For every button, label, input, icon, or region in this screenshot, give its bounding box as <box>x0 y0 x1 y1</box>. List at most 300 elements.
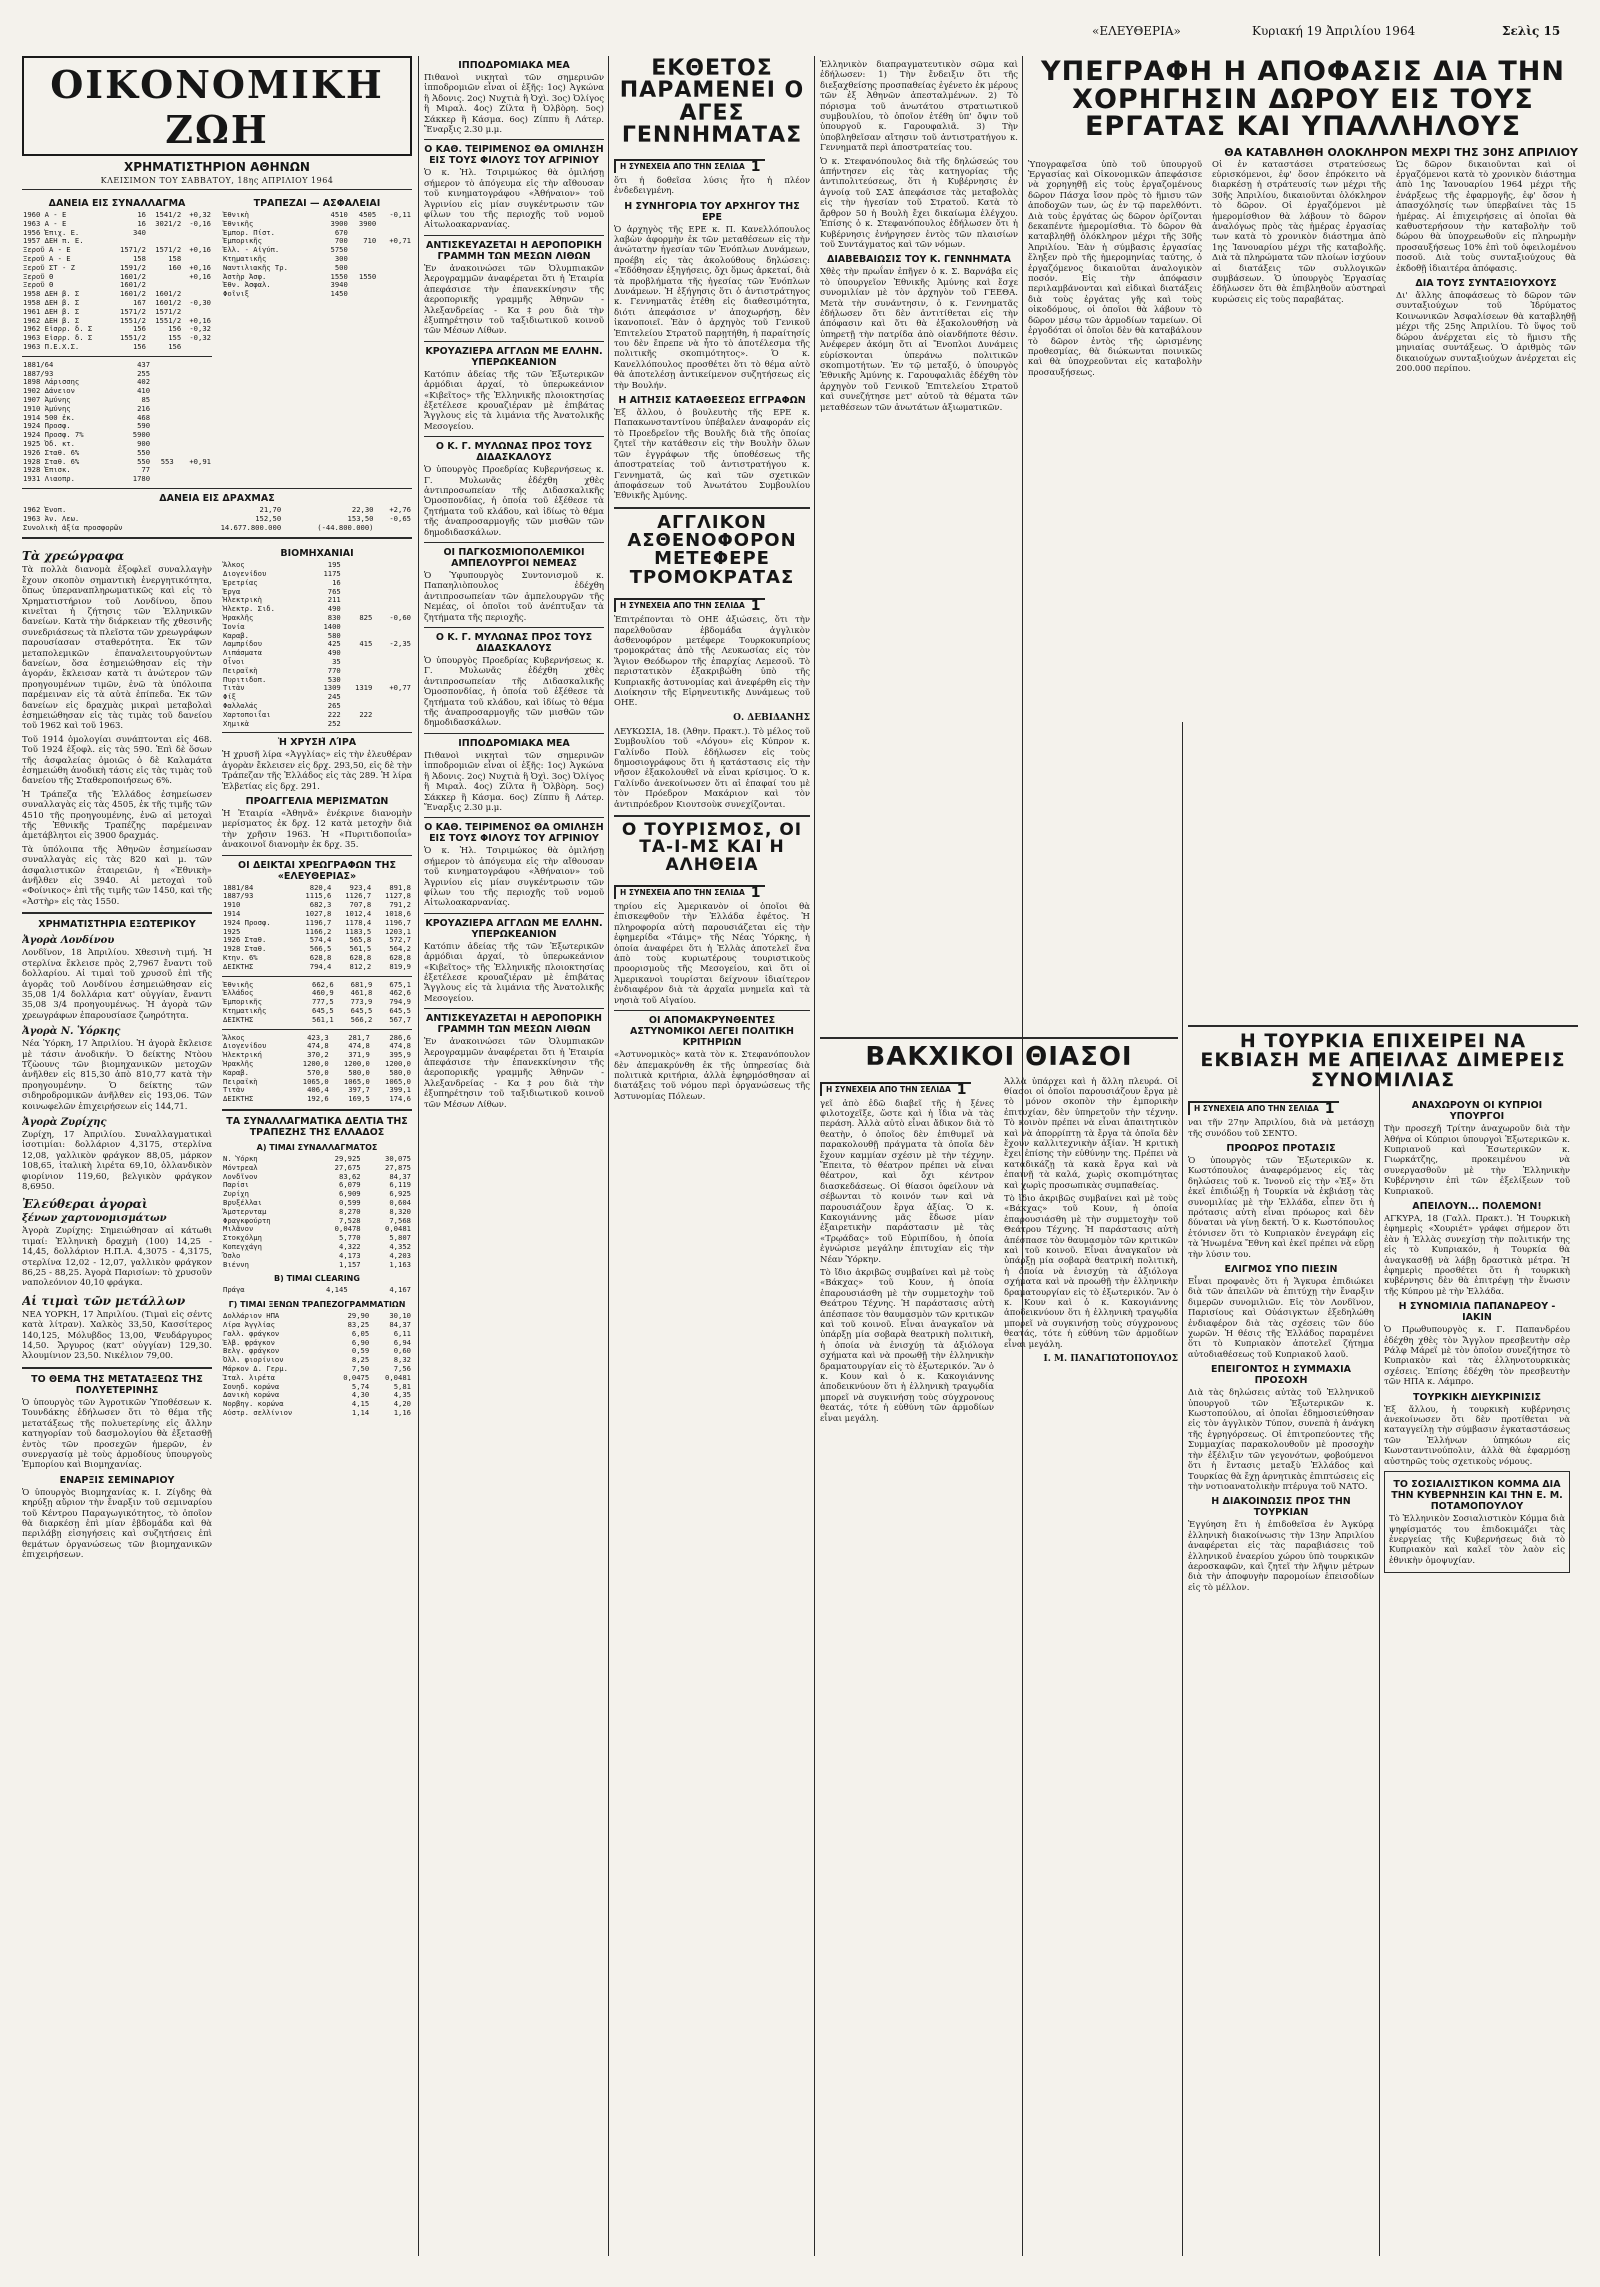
london-market-text: Λονδῖνον, 18 Ἀπριλίου. Χθεσινὴ τιμή. Ἡ στερλίνα ἔκλεισε πρὸς 2,7967 ἔναντι τοῦ δολλαρίου. Αἱ τιμαὶ τοῦ χρυσοῦ ἐπὶ τῆς ἀγορᾶς τοῦ Λονδίνου ἐσημειώθησαν εἰς 35,08 1/4 δολλάρια κατ' οὐγγίαν, ἔναντι 35,08 3/4 προηγουμένως. Ἡ ἀγορὰ τῶν χρεωγράφων ἐπαρουσίασε ζωηρότητα. <box>22 948 212 1021</box>
fx-cell: 0,0481 <box>385 1224 411 1234</box>
fx-cell: 5,770 <box>339 1233 361 1243</box>
industry-cell: Λιπάσματα <box>223 648 262 658</box>
banknote-cell: Γαλλ. φράγκον <box>223 1328 280 1338</box>
industry-cell <box>342 596 374 605</box>
loan-cell: 1931 Λιαοπρ. <box>23 474 75 484</box>
drachma-loan-cell: 1962 Ἐνοπ. <box>23 504 67 514</box>
industry-cell <box>373 570 412 579</box>
loan-cell <box>182 229 212 238</box>
industry-cell: 490 <box>327 604 341 614</box>
tsirimokos-text-repeat: Ὁ κ. Ἡλ. Τσιριμώκος θὰ ὁμιλήσῃ σήμερον τὸ ἀπόγευμα εἰς τὴν αἴθουσαν τοῦ κινηματογράφου «Ἀθήναιον» τοῦ Ἀγρινίου εἰς μίαν συγκέντρωσιν τῶν φίλων του τῆς περιοχῆς τοῦ νομοῦ Αἰτωλοακαρνανίας. <box>424 846 604 909</box>
loan-cell: 468 <box>137 412 151 422</box>
bacchic-headline: ΒΑΚΧΙΚΟΙ ΘΙΑΣΟΙ <box>865 1042 1133 1072</box>
index-cell: 1200,0 <box>385 1059 411 1069</box>
fx-cell: 4,322 <box>339 1241 361 1251</box>
index-cell: 645,5 <box>312 1006 334 1016</box>
industry-cell: 830 <box>327 613 341 623</box>
ny-market-heading: Ἀγορὰ Ν. Ὑόρκης <box>22 1026 121 1038</box>
tourism-headline: Ο ΤΟΥΡΙΣΜΟΣ, ΟΙ ΤΑ-Ι-ΜΣ ΚΑΙ Η ΑΛΗΘΕΙΑ <box>621 820 803 875</box>
column-rule <box>608 56 609 2256</box>
index-cell: 682,3 <box>309 900 332 910</box>
clearing-cell: 4,167 <box>389 1285 411 1295</box>
industry-cell: 825 <box>359 613 373 623</box>
industry-table <box>222 561 412 728</box>
dividends-text: Ἡ Ἑταιρία «Ἀθηνᾶ» ἐνέκρινε διανομὴν μερίσματος ἐκ δρχ. 12 κατὰ μετοχὴν διὰ τὴν χρῆσιν 1963. Ἡ «Πυριτιδοποιΐα» ἀνακοινοῖ διανομὴν ἐκ δρχ. 35. <box>222 809 412 851</box>
bank-cell: Ἐθν. Ἀσφαλ. <box>223 280 271 290</box>
air-route-title: ΑΝΤΙΣΚΕΥΑΖΕΤΑΙ Η ΑΕΡΟΠΟΡΙΚΗ ΓΡΑΜΜΗ ΤΩΝ ΜΕΣΩΝ ΛΙΘΩΝ <box>426 239 602 262</box>
foreign-exchanges-title: ΧΡΗΜΑΤΙΣΤΗΡΙΑ ΕΞΩΤΕΡΙΚΟΥ <box>38 919 196 931</box>
loan-cell: 410 <box>137 386 151 396</box>
banknote-cell: 84,37 <box>389 1319 411 1329</box>
banks-table <box>222 211 412 299</box>
drachma-loan-cell: Συνολικὴ ἀξία προσφορῶν <box>23 522 123 532</box>
index-cell: 1925 <box>223 926 241 936</box>
industry-cell <box>373 561 412 570</box>
clearing-subtitle: Β) ΤΙΜΑΙ CLEARING <box>274 1274 360 1284</box>
loan-cell: 77 <box>141 465 151 475</box>
loan-cell <box>175 378 212 387</box>
table-row <box>222 963 412 972</box>
industry-cell <box>373 693 412 702</box>
fx-cell: 4,352 <box>389 1241 411 1251</box>
bank-cell: 4510 <box>330 210 348 219</box>
loan-cell <box>151 422 175 431</box>
gold-sovereign-text: Ἡ χρυσῆ λίρα «Ἀγγλίας» εἰς τὴν ἐλευθέραν ἀγορὰν ἔκλεισεν εἰς δρχ. 293,50, εἰς δὲ τὴν Τράπεζαν τῆς Ἑλλάδος εἰς τὰς 289. Ἡ λίρα Ἑλβετίας εἰς δρχ. 291. <box>222 750 412 792</box>
drachma-loan-cell: -0,65 <box>389 513 411 523</box>
loan-cell: 1958 ΔΕΗ β. Σ <box>23 289 80 299</box>
banknote-cell: 7,50 <box>351 1363 370 1373</box>
loan-cell: Ξεροῦ Θ <box>23 280 54 290</box>
fx-cell: Ζυρίχη <box>223 1189 249 1199</box>
fx-cell: Μόντρεαλ <box>223 1162 258 1172</box>
bonus-text-2: Οἱ ἐν καταστάσει στρατεύσεως εὑρισκόμενοι, ἐφ' ὅσον ἐπρόκειτο νὰ διαρκέσῃ ἡ στράτευσίς των μέχρι τῆς 30ῆς Ἀπριλίου, δικαιοῦνται ὁλόκληρον τὸ δῶρον. Οἱ ἐργαζόμενοι μὲ ἡμερομίσθιον θὰ λάβουν τὸ δῶρον ἀναλόγως πρὸς τὰς ἡμέρας ἐργασίας των κατὰ τὸ χρονικὸν διάστημα ἀπὸ 1ης Ἰανουαρίου μέχρι τῆς καταβολῆς. Διὰ τὰ πληρώματα τῶν πλοίων ἰσχύουν αἱ διατάξεις τῶν συλλογικῶν συμβάσεων. Ὁ ὑπουργὸς Ἐργασίας ἐδήλωσεν ὅτι θὰ ἐπιβληθοῦν αὐστηραὶ κυρώσεις εἰς τοὺς παραβάτας. <box>1212 159 1386 305</box>
loan-cell: 156 <box>132 324 146 334</box>
bank-cell: 1550 <box>358 271 377 281</box>
loan-cell: Ξεροῦ Α - Ε <box>23 245 71 255</box>
loan-cell: 1963 Εἰσρρ. δ. Σ <box>23 333 93 343</box>
industry-cell: Χαρτοποιΐαι <box>223 709 271 719</box>
loan-cell: 1571/2 <box>155 245 182 255</box>
drachma-loan-cell: +2,76 <box>389 504 411 514</box>
banknote-cell: 1,16 <box>393 1407 411 1417</box>
index-cell: 286,6 <box>389 1032 411 1042</box>
loan-cell <box>175 414 212 423</box>
fx-bulletin-title: ΤΑ ΣΥΝΑΛΛΑΓΜΑΤΙΚΑ ΔΕΛΤΙΑ ΤΗΣ ΤΡΑΠΕΖΗΣ ΤΗΣ ΕΛΛΑΔΟΣ <box>226 1116 408 1139</box>
index-cell: Τιτὰν <box>223 1085 245 1095</box>
index-cell: 1178,4 <box>345 917 372 927</box>
drachma-loan-cell: 22,30 <box>351 504 374 514</box>
tsirimokos-title-repeat: Ο ΚΑΘ. ΤΕΙΡΙΜΕΝΟΣ ΘΑ ΟΜΙΛΗΣΗ ΕΙΣ ΤΟΥΣ ΦΙΛΟΥΣ ΤΟΥ ΑΓΡΙΝΙΟΥ <box>424 822 604 845</box>
index-cell: Ἄλκος <box>223 1032 245 1042</box>
index-cell: 628,8 <box>349 953 372 963</box>
index-cell: ΔΕΙΚΤΗΣ <box>223 1014 254 1024</box>
banknote-cell: 4,35 <box>393 1390 411 1400</box>
seminar-text: Ὁ ὑπουργὸς Βιομηχανίας κ. Ι. Ζίγδης θὰ κηρύξῃ αὔριον τὴν ἔναρξιν τοῦ σεμιναρίου τοῦ Κέντρου Παραγωγικότητος, τὸ ὁποῖον θὰ διαρκέσῃ ἐπὶ μίαν ἑβδομάδα καὶ θὰ περιλάβῃ εἰσηγήσεις καὶ συζητήσεις ἐπὶ θεμάτων ὀργανώσεως τῶν βιομηχανικῶν ἐπιχειρήσεων. <box>22 1487 212 1561</box>
column-rule <box>814 56 815 2256</box>
bonus-text-3: Ὡς δῶρον δικαιοῦνται καὶ οἱ ἐργαζόμενοι κατὰ τὸ χρονικὸν διάστημα ἀπὸ 1ης Ἰανουαρίου 1964 μέχρι τῆς ἐνάρξεως τῆς ἐφαρμογῆς, ἐφ' ὅσον ἡ ἀπασχόλησίς των ὑπερβαίνει τὰς 15 ἡμέρας. Αἱ ἐπιχειρήσεις αἱ ὁποῖαι θὰ καθυστερήσουν τὴν καταβολὴν τοῦ δώρου θὰ ὑποχρεωθοῦν εἰς πληρωμὴν προσαυξήσεως 10% ἐπὶ τοῦ ὀφειλομένου ποσοῦ. Διὰ τοὺς συνταξιούχους θὰ ἐκδοθῇ ἰδιαιτέρα ἀπόφασις. <box>1396 159 1576 274</box>
index-cell: 819,9 <box>389 961 411 971</box>
cypriot-ministers-subhead: ΑΝΑΧΩΡΟΥΝ ΟΙ ΚΥΠΡΙΟΙ ΥΠΟΥΡΓΟΙ <box>1411 1100 1543 1123</box>
industry-cell: 425 <box>327 639 341 649</box>
fx-cell: Ἄμστερνταμ <box>223 1206 267 1216</box>
ambulance-text: Ἐπιτρέπονται τὸ ΟΗΕ ἀξιώσεις, ὅτι τὴν παρελθοῦσαν ἑβδομάδα ἀγγλικὸν ἀσθενοφόρον μετέφερε Τουρκοκυπρίους τρομοκράτας ἀπὸ τῆς Λευκωσίας εἰς τὸν Ἅγιον Θεόδωρον τῆς ἐπαρχίας Λεμεσοῦ. Τὸ περιστατικὸν ἐξακριβώθη ὑπὸ τῆς Κυπριακῆς ἀστυνομίας καὶ ἀνεφέρθη εἰς τὴν Διοίκησιν τῆς Εἰρηνευτικῆς Δυνάμεως τοῦ ΟΗΕ. <box>614 615 810 709</box>
loan-cell: 1961 ΔΕΗ β. Σ <box>23 306 80 316</box>
bond-index-table <box>222 884 412 972</box>
bank-cell: +0,71 <box>389 236 411 246</box>
drachma-loan-cell: 21,70 <box>259 504 282 514</box>
table-row <box>222 281 412 290</box>
index-cell: 1914 <box>223 909 241 919</box>
loan-cell <box>151 475 175 484</box>
bank-cell: 3900 <box>330 218 348 228</box>
banknote-cell: 0,60 <box>393 1346 411 1356</box>
fx-cell: Κοπεγχάγη <box>223 1241 262 1251</box>
pensioners-subhead: ΔΙΑ ΤΟΥΣ ΣΥΝΤΑΞΙΟΥΧΟΥΣ <box>1415 278 1557 290</box>
loan-cell <box>175 405 212 414</box>
industry-cell <box>373 649 412 658</box>
bank-cell <box>377 264 412 273</box>
index-cell: Κτηματικῆς <box>223 1006 267 1016</box>
bonds-heading: Τὰ χρεώγραφα <box>22 549 125 564</box>
loan-cell: 1926 Σταθ. 6% <box>23 447 80 457</box>
bank-cell <box>377 290 412 299</box>
continuation-marker: Η ΣΥΝΕΧΕΙΑ ΑΠΟ ΤΗΝ ΣΕΛΙΔΑ 1 <box>820 1082 971 1096</box>
index-cell: 1012,4 <box>345 909 372 919</box>
index-cell: 777,5 <box>312 997 334 1007</box>
fx-rates-table <box>222 1155 412 1269</box>
bank-cell: 1550 <box>330 271 348 281</box>
bacchic-text-4: Τὸ ἴδιο ἀκριβῶς συμβαίνει καὶ μὲ τοὺς «Βάκχας» τοῦ Κουν, ἡ ὁποία ἐπαρουσιάσθη μὲ τὴν συμμετοχὴν τοῦ Θεάτρου Τέχνης. Ἡ παράστασις αὐτὴ ἀπέσπασε τὸν θαυμασμὸν τῶν κριτικῶν καὶ τοῦ κοινοῦ. Εἶναι ἀναγκαῖον νὰ ὑπάρξῃ μία σοβαρὰ θεατρικὴ πολιτικὴ, ἡ ὁποία νὰ ἐνισχύῃ τὰ ἀξιόλογα σχήματα καὶ νὰ προωθῇ τὴν ἑλληνικὴν δραματουργίαν εἰς τὸ ἐξωτερικόν. Ἂν ὁ κ. Κουν καὶ ὁ κ. Κακογιάννης ἀποδεικνύουν ὅτι ἡ ἑλληνικὴ τραγῳδία μπορεῖ νὰ συγκινήσῃ τοὺς σύγχρονους θεατάς, τότε ἡ εὐθύνη τῶν ἁρμοδίων εἶναι μεγάλη. <box>1004 1193 1178 1350</box>
bank-cell <box>377 220 412 229</box>
index-cell: 566,5 <box>309 944 332 954</box>
index-cell: 1166,2 <box>305 926 332 936</box>
turkey-text-1: ναι τῆν 27ην Ἀπριλίου, διὰ νὰ μετάσχῃ τῆς συνόδου τοῦ ΣΕΝΤΟ. <box>1188 1118 1374 1139</box>
loan-cell: 1601/2 <box>120 289 146 299</box>
loan-cell <box>175 370 212 379</box>
loan-cell <box>175 396 212 405</box>
loan-cell: 156 <box>168 341 182 351</box>
drachma-loan-cell: 152,50 <box>255 513 282 523</box>
tourism-text: τηρίου εἰς Ἀμερικανὸν οἱ ὁποῖοι θὰ ἐπισκεφθοῦν τὴν Ἑλλάδα ἐφέτος. Ἡ πληροφορία αὐτὴ παρουσιάζεται εἰς τὴν ἐφημερίδα «Τάιμς» τῆς Νέας Ὑόρκης, ἡ ὁποία ἀναφέρει ὅτι ἡ Ἑλλὰς ἀποτελεῖ ἕνα ἀπὸ τοὺς κυριωτέρους τουριστικοὺς προορισμοὺς τῆς Μεσογείου, καὶ ὅτι οἱ Ἀμερικανοὶ τουρίσται δείχνουν ἰδιαίτερον ἐνδιαφέρον διὰ τὰ ἀρχαῖα μνημεῖα καὶ τὰ νησιὰ τοῦ Αἰγαίου. <box>614 902 810 1006</box>
industry-cell: Διογενίδου <box>223 569 267 579</box>
index-cell: 923,4 <box>349 882 372 892</box>
fx-cell: 6,925 <box>389 1189 411 1199</box>
fx-cell: 30,075 <box>385 1154 411 1164</box>
banknote-cell: 8,25 <box>351 1355 370 1365</box>
industry-cell: Ἠλεκτρικὴ <box>223 595 262 605</box>
loan-cell: 1928 Ἐπισκ. <box>23 465 71 475</box>
bank-cell: Ναυτιλιακῆς Τρ. <box>223 262 288 272</box>
gennimatas-text-1: ὅτι ἡ δοθεῖσα λύσις ἦτο ἡ πλέον ἐνδεδειγμένη. <box>614 175 810 197</box>
loan-cell: 160 <box>168 262 182 272</box>
fx-rates-subtitle: Α) ΤΙΜΑΙ ΣΥΝΑΛΛΑΓΜΑΤΟΣ <box>256 1143 378 1153</box>
free-markets-subheading: ξένων χαρτονομισμάτων <box>22 1213 167 1225</box>
race-text-repeat: Πιθανοὶ νικηταὶ τῶν σημερινῶν ἱπποδρομιῶν εἶναι οἱ ἑξῆς: 1ος) Ἀγκώνα ἢ Ἀδονις. 2ος) Νυχτιὰ ἢ Ὀχὶ. 3ος) Ὀλίγος ἢ Μιραλ. 4ος) Ζίλτα ἢ Ὀλβὸρη. 5ος) Σάκκερ ἢ Κάσμα. 6ος) Ζίππυ ἢ Λάτερ. Ἔναρξις 2.30 μ.μ. <box>424 750 604 813</box>
loan-cell: 1957 ΔΕΗ π. Ε. <box>23 236 84 246</box>
index-cell: 1910 <box>223 900 241 910</box>
loans-table-title: ΔΑΝΕΙΑ ΕΙΣ ΣΥΝΑΛΛΑΓΜΑ <box>48 198 186 209</box>
loan-cell: 1780 <box>132 474 151 484</box>
industry-cell: 580 <box>327 630 341 640</box>
bacchic-byline: Ι. Μ. ΠΑΝΑΓΙΩΤΟΠΟΥΛΟΣ <box>1043 1354 1178 1365</box>
industry-cell: Οἶνοι <box>223 657 245 667</box>
index-cell: 1065,0 <box>343 1076 370 1086</box>
industry-cell <box>342 720 374 729</box>
bank-cell: Ἐθνικῆς <box>223 218 254 228</box>
bacchic-text-1: γεῖ ἀπὸ ἐδῶ διαβεῖ τῆς ἡ ξένες φιλοτοχεῖξε, ὥστε καὶ ἡ ἴδια νὰ τὰς περάση. Ἀλλὰ αὐτὸ εἶναι ἄδικον διὰ τὸ θεατὴν, ὁ ὁποῖος δὲν ἐπιθυμεῖ νὰ παρακολουθῇ πράγματα τὰ ὁποῖα δὲν ἔχουν καμμίαν σχέσιν μὲ τὴν τέχνην. Ἔπειτα, τὸ θέατρον πρέπει νὰ εἶναι θέατρον, καὶ ὄχι κέντρον διασκεδάσεως. Οἱ θίασοι ὀφείλουν νὰ σέβωνται τὸ κοινόν των καὶ νὰ παρουσιάζουν ἔργα ἀξίας. Ὁ κ. Κακογιάννης μᾶς ἔδωσε μίαν ἐξαιρετικὴν παράστασιν μὲ τὰς «Τρῳάδας» τοῦ Εὐριπίδου, ἡ ὁποία ἐγνώρισε μεγάλην ἐπιτυχίαν εἰς τὴν Νέαν Ὑόρκην. <box>820 1098 994 1265</box>
loan-cell: 167 <box>132 297 146 307</box>
loan-cell <box>175 387 212 396</box>
index-cell: Διογενίδου <box>223 1041 267 1051</box>
cruise-title-repeat: ΚΡΟΥΑΖΙΕΡΑ ΑΓΓΛΩΝ ΜΕ ΕΛΛΗΝ. ΥΠΕΡΩΚΕΑΝΙΟΝ <box>425 917 603 940</box>
industry-cell: 211 <box>327 595 341 605</box>
loan-cell: 1925 Ὀδ. κτ. <box>23 438 75 448</box>
bank-cell: 300 <box>334 253 348 263</box>
loan-cell <box>147 229 182 238</box>
gennimatas-text-3: Ἐξ ἄλλου, ὁ βουλευτὴς τῆς ΕΡΕ κ. Παπακωνσταντίνου ὑπέβαλεν ἀναφοράν εἰς τὸ Προεδρεῖον τῆς Βουλῆς διὰ τῆς ὁποίας ζητεῖ τὴν κατάθεσιν εἰς τὴν Βουλὴν ὅλων τῶν ἐγγράφων τῆς ὑποθέσεως τῆς ἀποστρατείας τοῦ ἀντιστρατήγου κ. Γεννηματᾶ, ὡς καὶ τῶν σχετικῶν ἀποφάσεων τοῦ Ἀνωτάτου Συμβουλίου Ἐθνικῆς Ἀμύνης. <box>614 408 810 502</box>
turkish-clarification-text: Ἐξ ἄλλου, ἡ τουρκικὴ κυβέρνησις ἀνεκοίνωσεν ὅτι δὲν προτίθεται νὰ καταγγείλῃ τὴν σύμβασιν ἐγκαταστάσεως τῶν Ἑλλήνων ὑπηκόων εἰς Κωνσταντινούπολιν, ἀλλὰ θὰ ἐφαρμόσῃ αὐστηρῶς τοὺς σχετικοὺς νόμους. <box>1384 1404 1570 1467</box>
industry-cell: 16 <box>332 577 341 587</box>
banknote-cell: 83,25 <box>347 1319 370 1329</box>
loan-cell: 1601/2 <box>120 280 146 290</box>
industry-cell <box>342 561 374 570</box>
industry-cell: Ἄλκος <box>223 560 245 570</box>
table-row <box>222 676 412 685</box>
index-cell: 645,5 <box>389 1006 411 1016</box>
bank-cell: 3940 <box>330 280 348 290</box>
loan-cell: 1571/2 <box>120 245 146 255</box>
police-text: «Ἀστυνομικὸς» κατὰ τὸν κ. Στεφανόπουλον δὲν ἀπεμακρύνθη ἐκ τῆς ὑπηρεσίας διὰ πολιτικὰ κριτήρια, ἀλλὰ ἐφηρμόσθησαν αἱ διατάξεις τοῦ νόμου περὶ ὀργανώσεως τῆς Ἀστυνομίας Πόλεων. <box>614 1050 810 1102</box>
industry-cell: Χημικὰ <box>223 718 249 728</box>
loan-cell: 437 <box>137 359 151 369</box>
loan-cell <box>175 440 212 449</box>
loan-cell <box>151 396 175 405</box>
dividends-title: ΠΡΟΑΓΓΕΛΙΑ ΜΕΡΙΣΜΑΤΩΝ <box>245 796 389 808</box>
bank-cell: Ἀστὴρ Ἀσφ. <box>223 271 267 281</box>
index-cell: 891,8 <box>389 882 411 892</box>
loan-cell: 402 <box>137 377 151 387</box>
index-cell: 397,7 <box>348 1085 370 1095</box>
war-threat-subhead: ΑΠΕΙΛΟΥΝ... ΠΟΛΕΜΟΝ! <box>1412 1200 1542 1212</box>
table-row <box>222 1095 412 1104</box>
loan-cell: 1902 Δάνειον <box>23 386 75 396</box>
fx-cell: 6,079 <box>339 1180 361 1190</box>
fx-cell: 27,675 <box>334 1162 361 1172</box>
bond-index-title: ΟΙ ΔΕΙΚΤΑΙ ΧΡΕΩΓΡΑΦΩΝ ΤΗΣ «ΕΛΕΥΘΕΡΙΑΣ» <box>238 859 396 882</box>
loan-cell: 1958 ΔΕΗ β. Σ <box>23 297 80 307</box>
cypriot-ministers-text: Τὴν προσεχῆ Τρίτην ἀναχωροῦν διὰ τὴν Ἀθήνα οἱ Κύπριοι ὑπουργοὶ Ἐξωτερικῶν κ. Κυπριανοῦ καὶ Ἐσωτερικῶν κ. Γιωρκάτζης, προκειμένου νὰ συνεργασθοῦν μὲ τὴν Ἑλληνικὴν Κυβέρνησιν ἐπὶ τῶν ἐξελίξεων τοῦ Κυπριακοῦ. <box>1384 1124 1570 1197</box>
air-route-text: Ἐν ἀνακοινώσει τῶν Ὀλυμπιακῶν Ἀερογραμμῶν ἀναφέρεται ὅτι ἡ Ἑταιρία ἀπεφάσισε τὴν ἐπανεκκίνησιν τῆς ἀεροπορικῆς γραμμῆς Ἀθηνῶν - Ἀλεξανδρείας - Κα‡ρου διὰ τὴν ἐξυπηρέτησιν τοῦ ταξιδιωτικοῦ κοινοῦ τῶν Μέσων Λίθων. <box>424 263 604 337</box>
table-row <box>222 720 412 729</box>
industry-table-title: ΒΙΟΜΗΧΑΝΙΑΙ <box>280 548 354 560</box>
race-title-repeat: ΙΠΠΟΔΡΟΜΙΑΚΑ ΜΕΑ <box>458 737 570 749</box>
industry-cell <box>373 658 412 667</box>
index-cell: 561,5 <box>349 944 372 954</box>
mylonas-title: Ο Κ. Γ. ΜΥΛΩΝΑΣ ΠΡΟΣ ΤΟΥΣ ΔΙΔΑΣΚΑΛΟΥΣ <box>435 441 593 464</box>
air-route-title-repeat: ΑΝΤΙΣΚΕΥΑΖΕΤΑΙ Η ΑΕΡΟΠΟΡΙΚΗ ΓΡΑΜΜΗ ΤΩΝ ΜΕΣΩΝ ΛΙΘΩΝ <box>426 1013 602 1036</box>
index-cell: 1924 Προσφ. <box>223 917 271 927</box>
bank-cell: Ἐμπορικῆς <box>223 236 262 246</box>
fx-cell: 1,163 <box>389 1259 411 1269</box>
industry-cell <box>342 693 374 702</box>
fx-cell: Ὄσλο <box>223 1250 241 1260</box>
metals-text: ΝΕΑ ΥΟΡΚΗ, 17 Ἀπριλίου. (Τιμαὶ εἰς σέντς κατὰ λίτραν). Χαλκὸς 33,50, Κασσίτερος 140,125, Μόλυβδος 13,00, Ψευδάργυρος 14,50. Ἄργυρος (κατ' οὐγγίαν) 129,30. Ἀλουμίνιον 23,50. Νικέλιον 79,00. <box>22 1309 212 1362</box>
industry-cell <box>373 720 412 729</box>
banknote-cell: Μάρκον Δ. Γερμ. <box>223 1363 288 1373</box>
fx-cell: 5,807 <box>389 1233 411 1243</box>
clearing-table <box>222 1286 412 1295</box>
index-cell: 1183,5 <box>345 926 372 936</box>
fx-cell: Λονδῖνον <box>223 1171 258 1181</box>
industry-cell: 195 <box>327 560 341 570</box>
industry-cell: 252 <box>327 718 341 728</box>
pressure-subhead: ΕΛΙΓΜΟΣ ΥΠΟ ΠΙΕΣΙΝ <box>1224 1264 1338 1275</box>
table-row <box>222 579 412 588</box>
industry-cell: Καραβ. <box>223 630 249 640</box>
news-column-3 <box>614 56 810 2256</box>
loan-cell: -0,16 <box>189 218 211 228</box>
loan-cell: 1551/2 <box>120 315 146 325</box>
industry-cell: 415 <box>359 639 373 649</box>
gennimatas-cont-text-3: Χθὲς τὴν πρωΐαν ἐπῆγεν ὁ κ. Σ. Βαρνάβα εἰς τὸ ὑπουργεῖον Ἐθνικῆς Ἀμύνης καὶ ἔσχε συνομιλίαν μὲ τὸν ἀρχηγὸν τοῦ ΓΕΕΘΑ. Μετὰ τὴν συνάντησιν, ὁ κ. Γεννηματᾶς ἐδήλωσεν ὅτι δὲν ἀντιτίθεται εἰς τὴν ἀπόφασιν καὶ ὅτι θὰ ἐξακολουθήσῃ νὰ ὑπηρετῇ τὴν πατρίδα ἀπὸ οἱανδήποτε θέσιν. Ἀνέφερεν ἀκόμη ὅτι αἱ Ἔνοπλοι Δυνάμεις εὑρίσκονται ὑπεράνω πολιτικῶν σκοπιμοτήτων. Ἐν τῷ μεταξύ, ὁ ὑπουργὸς Ἐθνικῆς Ἀμύνης κ. Γαρουφαλιᾶς ἐδέχθη τὸν ἀρχηγὸν τοῦ Γενικοῦ Ἐπιτελείου Στρατοῦ καὶ συνεζήτησε μετ' αὐτοῦ τὰ θέματα τῶν μεταθέσεων τῶν ἀνωτάτων ἀξιωματικῶν. <box>820 267 1018 413</box>
fx-cell: 83,62 <box>339 1171 361 1181</box>
assurance-subhead: ΔΙΑΒΕΒΑΙΩΣΙΣ ΤΟΥ Κ. ΓΕΝΝΗΜΑΤΑ <box>826 254 1012 266</box>
table-row <box>222 711 412 720</box>
bank-cell <box>377 246 412 255</box>
drachma-loans-table <box>22 506 412 532</box>
table-row <box>222 1243 412 1252</box>
polyester-title: ΤΟ ΘΕΜΑ ΤΗΣ ΜΕΤΑΤΑΞΕΩΣ ΤΗΣ ΠΟΛΥΕΤΕΡΙΝΗΣ <box>31 1373 203 1396</box>
banks-table-title: ΤΡΑΠΕΖΑΙ — ΑΣΦΑΛΕΙΑΙ <box>253 198 381 209</box>
loan-cell: 1914 500 ἐκ. <box>23 412 75 422</box>
loan-cell: Ξεροῦ Α - Ε <box>23 253 71 263</box>
documents-request-subhead: Η ΑΙΤΗΣΙΣ ΚΑΤΑΘΕΣΕΩΣ ΕΓΓΡΑΦΩΝ <box>618 395 806 407</box>
index-cell: 561,1 <box>312 1014 334 1024</box>
industry-cell: 765 <box>327 586 341 596</box>
industry-cell: 1319 <box>355 683 373 693</box>
index-cell: 1926 Σταθ. <box>223 935 267 945</box>
index-cell: 681,9 <box>350 979 373 989</box>
banknote-cell: 6,11 <box>393 1328 411 1338</box>
index-cell: 370,2 <box>307 1050 329 1060</box>
table-row <box>22 343 212 352</box>
gennimatas-cont-text-2: Ὁ κ. Στεφανόπουλος διὰ τῆς δηλώσεώς του ἀπήντησεν εἰς τὰς κατηγορίας τῆς ἀντιπολιτεύσεως, ὅτι ἡ Κυβέρνησις ἐν ἀγνοίᾳ τοῦ ΣΑΣ ἀπεφάσισε τὰς μεταβολὰς εἰς τὴν ἡγεσίαν τοῦ Στρατοῦ. Κατὰ τὸ ἄρθρον 50 ἡ Βουλὴ ἔχει δικαίωμα ἐλέγχου. Ἐπίσης ὁ κ. Στεφανόπουλος ἐδήλωσεν ὅτι ἡ Κυβέρνησις ἐνήργησεν ἐντὸς τῶν πλαισίων τοῦ Συντάγματος καὶ τῶν νόμων. <box>820 156 1018 250</box>
index-cell: 169,5 <box>348 1094 370 1104</box>
loan-cell: 1881/64 <box>23 359 54 369</box>
socialist-party-subhead: ΤΟ ΣΟΣΙΑΛΙΣΤΙΚΟΝ ΚΟΜΜΑ ΔΙΑ ΤΗΝ ΚΥΒΕΡΝΗΣΙΝ ΚΑΙ ΤΗΝ Ε. Μ. ΠΟΤΑΜΟΠΟΥΛΟΥ <box>1391 1479 1563 1513</box>
bacchic-text-3: Ἀλλὰ ὑπάρχει καὶ ἡ ἄλλη πλευρά. Οἱ θίασοι οἱ ὁποῖοι παρουσιάζουν ἔργα μὲ τὸ μόνον σκοπὸν τὴν ἐμπορικὴν ἐπιτυχίαν, δὲν ὑπηρετοῦν τὴν τέχνην. Τὸ κοινὸν πρέπει νὰ εἶναι ἀπαιτητικὸν καὶ νὰ ἀπορρίπτῃ τὰ ἔργα τὰ ὁποῖα δὲν ἔχουν καλλιτεχνικὴν ἀξίαν. Ἡ κριτικὴ ἔχει ἐπίσης τὴν εὐθύνην της. Πρέπει νὰ καταδικάζῃ τὰ κακὰ ἔργα καὶ νὰ ἐπαινῇ τὰ καλά, χωρὶς σκοπιμότητας καὶ χωρὶς προσωπικὰς συμπαθείας. <box>1004 1076 1178 1191</box>
index-cell: 580,0 <box>348 1067 370 1077</box>
loan-cell: 155 <box>168 333 182 343</box>
fx-cell: 84,37 <box>389 1171 411 1181</box>
industry-cell: 1175 <box>323 569 341 579</box>
bank-cell <box>377 273 412 282</box>
bonus-headline: ΥΠΕΓΡΑΦΗ Η ΑΠΟΦΑΣΙΣ ΔΙΑ ΤΗΝ ΧΟΡΗΓΗΣΙΝ ΔΩΡΟΥ ΕΙΣ ΤΟΥΣ ΕΡΓΑΤΑΣ ΚΑΙ ΥΠΑΛΛΗΛΟΥΣ <box>1041 56 1565 143</box>
loan-cell: 1962 ΔΕΗ β. Σ <box>23 315 80 325</box>
clearing-cell: 4,145 <box>326 1285 348 1295</box>
index-cell: 565,8 <box>349 935 372 945</box>
bank-cell: 500 <box>334 262 348 272</box>
mylonas-title-repeat: Ο Κ. Γ. ΜΥΛΩΝΑΣ ΠΡΟΣ ΤΟΥΣ ΔΙΔΑΣΚΑΛΟΥΣ <box>435 632 593 655</box>
industry-cell: Φίξ <box>223 692 236 702</box>
industry-cell: Ἡρακλῆς <box>223 613 254 623</box>
loan-cell <box>151 466 175 475</box>
loan-cell: Ξεροῦ Θ <box>23 271 54 281</box>
index-cell: 281,7 <box>348 1032 370 1042</box>
loan-cell: 550 <box>137 456 151 466</box>
loan-cell: 1928 Σταθ. 6% <box>23 456 80 466</box>
banknote-cell: Ὀλλ. φιορίνιον <box>223 1355 284 1365</box>
tsirimokos-title: Ο ΚΑΘ. ΤΕΙΡΙΜΕΝΟΣ ΘΑ ΟΜΙΛΗΣΗ ΕΙΣ ΤΟΥΣ ΦΙΛΟΥΣ ΤΟΥ ΑΓΡΙΝΙΟΥ <box>424 144 604 167</box>
loan-cell: 1963 Π.Ε.Χ.Σ. <box>23 341 80 351</box>
index-cell: 1887/93 <box>223 891 254 901</box>
turkey-text-5: Ἐγγύηση ἔτι ἡ ἐπιδοθεῖσα ἐν Ἀγκύρᾳ ἑλληνικὴ διακοίνωσις τὴν 13ην Ἀπριλίου ἀναφέρεται εἰς τὰς παραβιάσεις τοῦ ἑλληνικοῦ ἐναερίου χώρου ὑπὸ τουρκικῶν ἀεροσκαφῶν, καὶ ζητεῖ τὴν λῆψιν μέτρων διὰ τὴν ἀποφυγὴν παρομοίων ἐπεισοδίων εἰς τὸ μέλλον. <box>1188 1520 1374 1593</box>
loan-cell <box>151 387 175 396</box>
loan-cell: 553 <box>160 456 174 466</box>
loan-cell: Ξεροῦ ΣΤ - Ζ <box>23 262 75 272</box>
index-cell: 395,9 <box>389 1050 411 1060</box>
table-row <box>222 1181 412 1190</box>
index-cell: 773,9 <box>350 997 373 1007</box>
index-cell: 474,8 <box>389 1041 411 1051</box>
industry-cell <box>373 702 412 711</box>
index-cell: 675,1 <box>389 979 411 989</box>
column-rule <box>418 56 419 2256</box>
loan-cell: -0,30 <box>189 297 211 307</box>
bank-cell <box>377 281 412 290</box>
banknote-cell: Νορβηγ. κορώνα <box>223 1399 284 1409</box>
industry-cell <box>342 667 374 676</box>
newspaper-page <box>22 22 1578 2267</box>
horse-racing-title: ΙΠΠΟΔΡΟΜΙΑΚΑ ΜΕΑ <box>458 60 570 71</box>
air-route-text-repeat: Ἐν ἀνακοινώσει τῶν Ὀλυμπιακῶν Ἀερογραμμῶν ἀναφέρεται ὅτι ἡ Ἑταιρία ἀπεφάσισε τὴν ἐπανεκκίνησιν τῆς ἀεροπορικῆς γραμμῆς Ἀθηνῶν - Ἀλεξανδρείας - Κα‡ρου διὰ τὴν ἐξυπηρέτησιν τοῦ ταξιδιωτικοῦ κοινοῦ τῶν Μέσων Λίθων. <box>424 1037 604 1110</box>
index-cell: ΔΕΙΚΤΗΣ <box>223 1094 254 1104</box>
table-row <box>222 649 412 658</box>
industry-cell <box>373 667 412 676</box>
fx-cell: 8,270 <box>339 1206 361 1216</box>
table-row <box>222 614 412 623</box>
bank-cell <box>349 281 377 290</box>
loan-cell: 85 <box>141 394 151 404</box>
loan-cell <box>175 475 212 484</box>
ny-market-text: Νέα Ὑόρκη, 17 Ἀπριλίου. Ἡ ἀγορὰ ἔκλεισε μὲ τάσιν ἀνοδικήν. Ὁ δείκτης Ντὸου Τζὼουνς τῶν βιομηχανικῶν μετοχῶν ἀνῆλθεν εἰς 815,30 ἀπὸ 810,77 κατὰ τὴν προηγουμένην. Ὁ δείκτης τῶν σιδηροδρομικῶν ἀνῆλθεν εἰς 193,06. Τῶν κοινωφελῶν ἐπιχειρήσεων εἰς 144,71. <box>22 1039 212 1112</box>
table-row <box>222 623 412 632</box>
index-cell: 1065,0 <box>385 1076 411 1086</box>
loan-cell: 1924 Προσφ. 7% <box>23 430 84 440</box>
industry-cell: 222 <box>359 709 373 719</box>
gennimatas-cont-text-1: Ἑλληνικὸν διαπραγματευτικὸν σῶμα καὶ ἐδήλωσεν: 1) Τὴν ἔνδειξιν ὅτι τῆς διεξαχθείσης προσπαθείας ἐγένετο ἐκ μέρους τῶν ἐξ Ἀθηνῶν ἀπεσταλμένων. 2) Τὸ πόρισμα τοῦ ἀνωτάτου στρατιωτικοῦ συμβουλίου, τὸ ὁποῖον ἐτέθη ὑπ' ὄψιν τοῦ ὑπουργοῦ κ. Γαρουφαλιᾶ. 3) Τὴν ὑποβληθεῖσαν αἴτησιν τοῦ ἀντιστρατήγου κ. Γεννηματᾶ περὶ ἀποστρατείας του. <box>820 60 1018 154</box>
industry-cell: 245 <box>327 692 341 702</box>
banknote-cell: 0,0475 <box>343 1372 370 1382</box>
loan-cell: 16 <box>137 210 146 219</box>
industry-cell <box>373 579 412 588</box>
loan-cell: +0,91 <box>189 456 211 466</box>
continuation-marker: Η ΣΥΝΕΧΕΙΑ ΑΠΟ ΤΗΝ ΣΕΛΙΔΑ 1 <box>1188 1101 1339 1115</box>
banknote-cell: 0,59 <box>351 1346 370 1356</box>
fx-cell: Μιλᾶνον <box>223 1224 254 1234</box>
loan-cell: 1960 Α - Ε <box>23 210 67 219</box>
index-cell: 474,8 <box>307 1041 329 1051</box>
industry-cell: 490 <box>327 648 341 658</box>
loan-cell: +0,16 <box>189 245 211 255</box>
fx-cell: 7,568 <box>389 1215 411 1225</box>
industry-index-table <box>222 1034 412 1104</box>
index-cell: 567,7 <box>389 1014 411 1024</box>
industry-cell: 35 <box>332 657 341 667</box>
bank-cell: Φοῖνιξ <box>223 289 249 299</box>
table-row <box>222 290 412 299</box>
bank-index-table <box>222 981 412 1025</box>
